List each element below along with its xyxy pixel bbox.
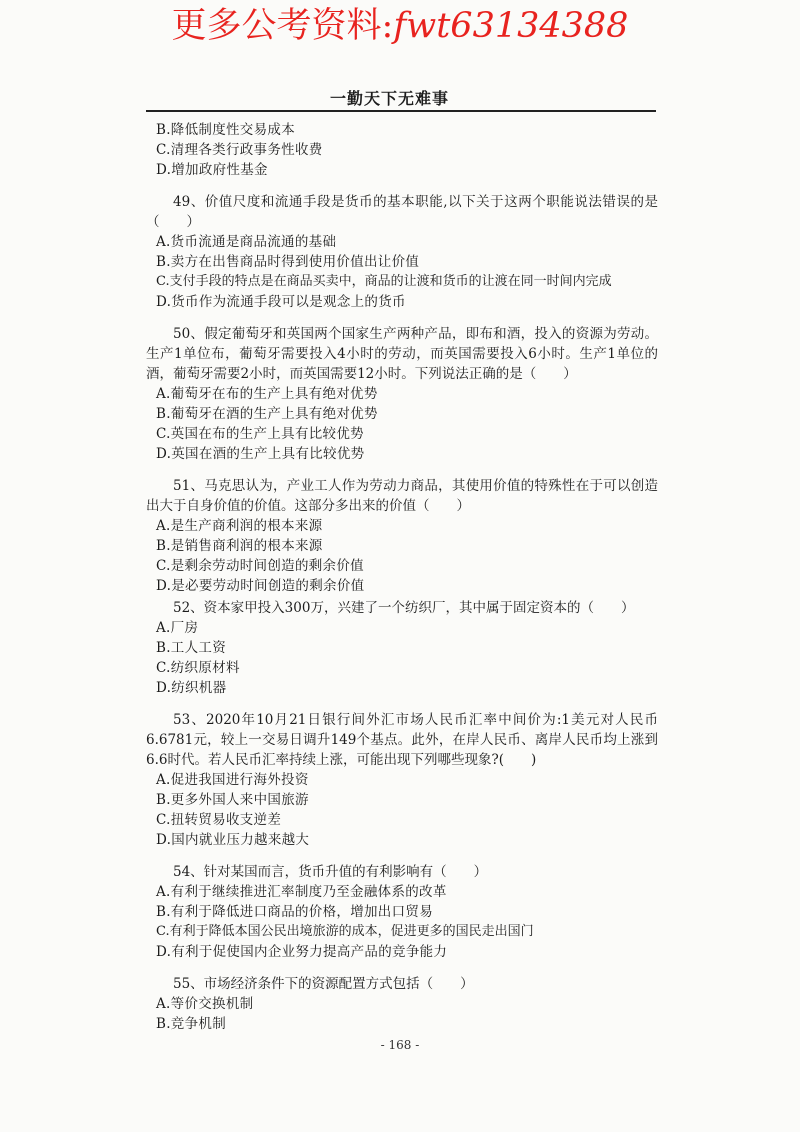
- option-a: A.促进我国进行海外投资: [156, 772, 309, 788]
- option-b: B.是销售商利润的根本来源: [156, 538, 323, 554]
- question-53: [146, 710, 658, 850]
- option-d: D.增加政府性基金: [156, 162, 268, 178]
- question-stem: 51、马克思认为，产业工人作为劳动力商品，其使用价值的特殊性在于可以创造出大于自身价值的价值。这部分多出来的价值（ ）: [146, 478, 658, 514]
- option-a: A.有利于继续推进汇率制度乃至金融体系的改革: [156, 884, 447, 900]
- question-49: [146, 192, 658, 312]
- option-a: A.货币流通是商品流通的基础: [156, 234, 337, 250]
- question-stem: 55、市场经济条件下的资源配置方式包括（ ）: [173, 976, 474, 992]
- question-stem: 54、针对某国而言，货币升值的有利影响有（ ）: [173, 864, 488, 880]
- question-55: [146, 974, 658, 1034]
- option-b: B.卖方在出售商品时得到使用价值出让价值: [156, 254, 420, 270]
- option-b: B.竞争机制: [156, 1016, 227, 1032]
- option-c: C.英国在布的生产上具有比较优势: [156, 426, 364, 442]
- option-d: D.纺织机器: [156, 680, 227, 696]
- running-header: 一勤天下无难事: [330, 89, 450, 108]
- question-stem: 50、假定葡萄牙和英国两个国家生产两种产品，即布和酒，投入的资源为劳动。生产1单位布，葡萄牙需要投入4小时的劳动，而英国需要投入6小时。生产1单位的酒，葡萄牙需要2小时，而英国需要12小时。下列说法正确的是（ ）: [146, 326, 658, 382]
- option-c: C.纺织原材料: [156, 660, 240, 676]
- option-d: D.国内就业压力越来越大: [156, 832, 310, 848]
- option-b: B.葡萄牙在酒的生产上具有绝对优势: [156, 406, 378, 422]
- watermark-contact-id: fwt63134388: [393, 6, 629, 46]
- option-c: C.有利于降低本国公民出境旅游的成本，促进更多的国民走出国门: [156, 924, 534, 939]
- option-b: B.有利于降低进口商品的价格，增加出口贸易: [156, 904, 434, 920]
- option-c: C.是剩余劳动时间创造的剩余价值: [156, 558, 364, 574]
- option-c: C.扭转贸易收支逆差: [156, 812, 282, 828]
- watermark-text: 更多公考资料:: [171, 6, 394, 46]
- option-a: A.葡萄牙在布的生产上具有绝对优势: [156, 386, 378, 402]
- option-b: B.降低制度性交易成本: [156, 122, 296, 138]
- option-b: B.更多外国人来中国旅游: [156, 792, 309, 808]
- option-d: D.英国在酒的生产上具有比较优势: [156, 446, 365, 462]
- option-b: B.工人工资: [156, 640, 227, 656]
- option-a: A.等价交换机制: [156, 996, 254, 1012]
- question-52: [146, 598, 658, 698]
- page-number: - 168 -: [380, 1038, 420, 1052]
- option-a: A.厂房: [156, 620, 199, 636]
- watermark-banner: [0, 6, 800, 46]
- option-d: D.有利于促使国内企业努力提高产品的竞争能力: [156, 944, 448, 960]
- question-stem: 53、2020年10月21日银行间外汇市场人民币汇率中间价为:1美元对人民币6.6781元，较上一交易日调升149个基点。此外，在岸人民币、离岸人民币均上涨到6.6时代。若人民币汇率持续上涨，可能出现下列哪些现象?( ): [146, 712, 658, 768]
- question-54: [146, 862, 658, 962]
- option-c: C.支付手段的特点是在商品买卖中，商品的让渡和货币的让渡在同一时间内完成: [156, 274, 612, 289]
- option-a: A.是生产商利润的根本来源: [156, 518, 323, 534]
- question-50: [146, 324, 658, 464]
- option-d: D.货币作为流通手段可以是观念上的货币: [156, 294, 406, 310]
- option-d: D.是必要劳动时间创造的剩余价值: [156, 578, 365, 594]
- header-rule: [146, 110, 656, 112]
- option-c: C.清理各类行政事务性收费: [156, 142, 323, 158]
- page-content: [146, 120, 658, 1034]
- carryover-options: [146, 120, 658, 180]
- question-stem: 52、资本家甲投入300万，兴建了一个纺织厂，其中属于固定资本的（ ）: [173, 600, 635, 616]
- question-51: [146, 476, 658, 596]
- question-stem: 49、价值尺度和流通手段是货币的基本职能,以下关于这两个职能说法错误的是（ ）: [146, 194, 658, 230]
